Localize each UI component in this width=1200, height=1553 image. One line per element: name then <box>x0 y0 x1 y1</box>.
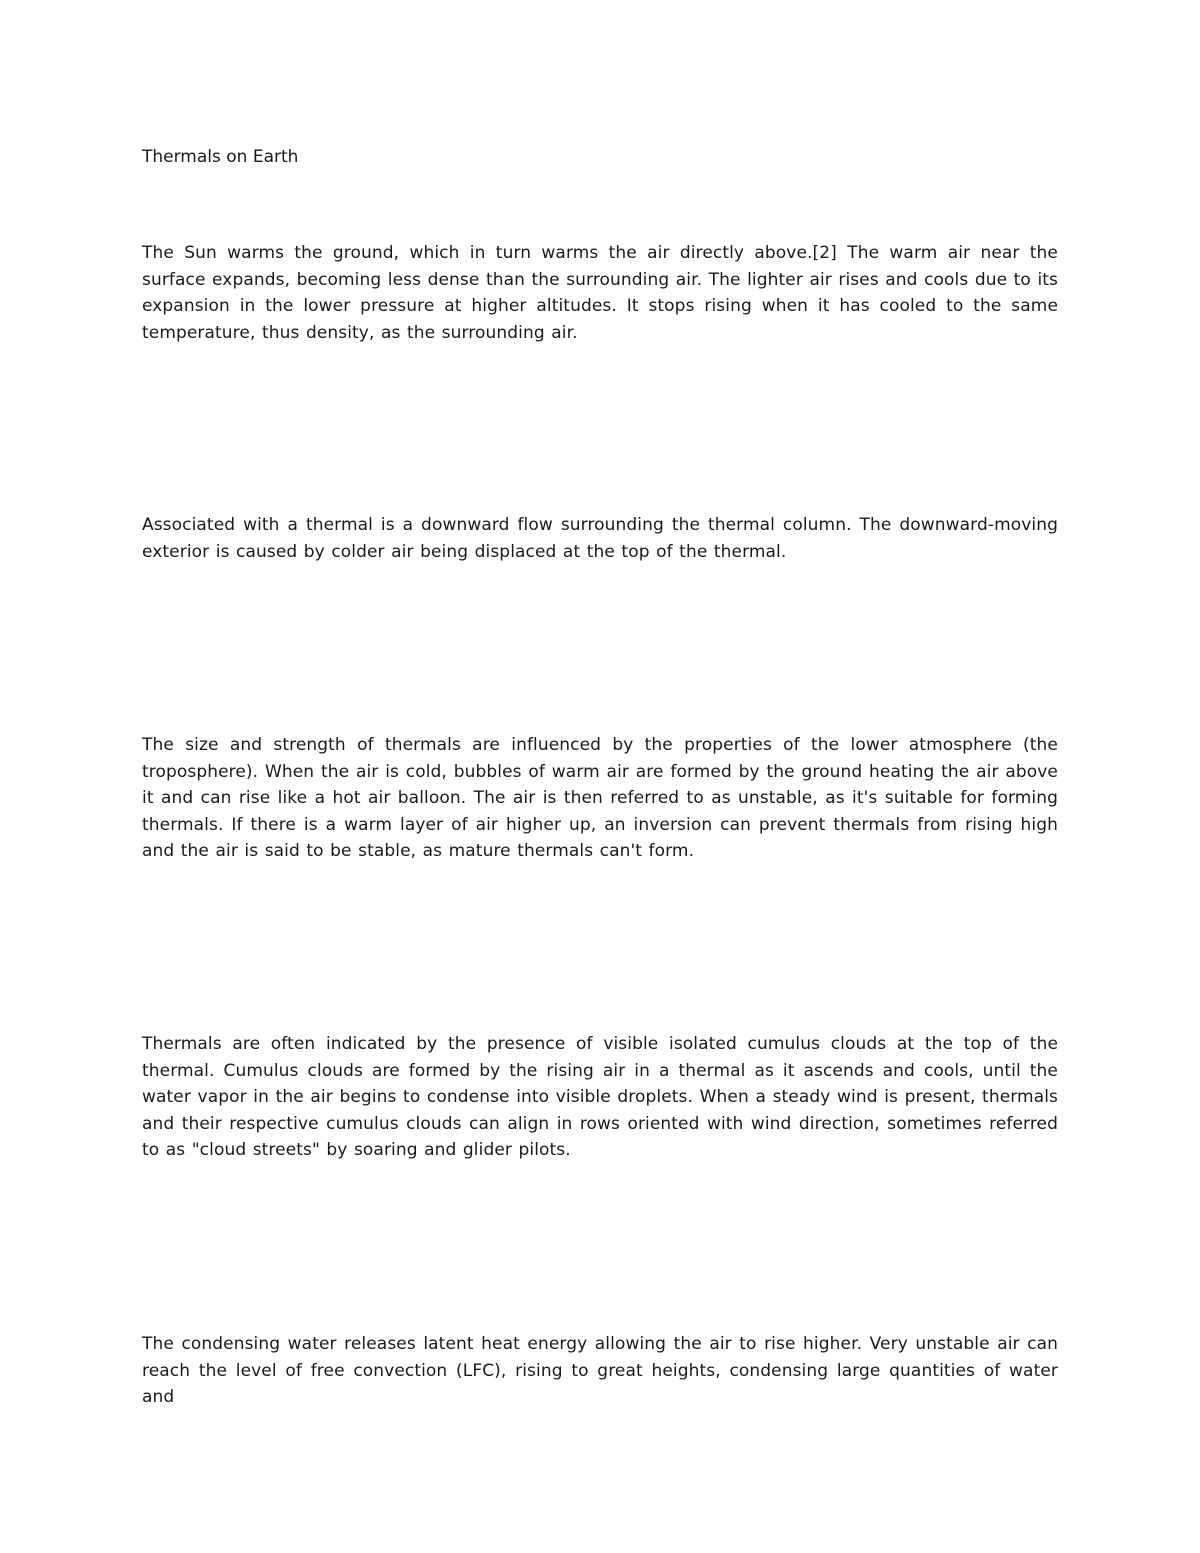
paragraph-downward-flow: Associated with a thermal is a downward flow surrounding the thermal column. The downward-moving exterior is caused by colder air being displaced at the top of the thermal. <box>142 515 1058 562</box>
document-title: Thermals on Earth <box>142 147 299 167</box>
paragraph-cumulus-clouds: Thermals are often indicated by the presence of visible isolated cumulus clouds at the top of the thermal. Cumulus clouds are formed by the rising air in a thermal as it ascends and cools, until the water vapor in the air begins to condense into visible droplets. When a steady wind is present, thermals and their respective cumulus clouds can align in rows oriented with wind direction, sometimes referred to as "cloud streets" by soaring and glider pilots. <box>142 1034 1058 1160</box>
paragraph-size-and-strength: The size and strength of thermals are influenced by the properties of the lower atmosphere (the troposphere). When the air is cold, bubbles of warm air are formed by the ground heating the air above it and can rise like a hot air balloon. The air is then referred to as unstable, as it's suitable for forming thermals. If there is a warm layer of air higher up, an inversion can prevent thermals from rising high and the air is said to be stable, as mature thermals can't form. <box>142 735 1058 861</box>
paragraph-condensing-water: The condensing water releases latent heat energy allowing the air to rise higher. Very unstable air can reach the level of free convection (LFC), rising to great heights, condensing large quantities of water and <box>142 1334 1058 1407</box>
paragraph-sun-warms-ground: The Sun warms the ground, which in turn warms the air directly above.[2] The warm air near the surface expands, becoming less dense than the surrounding air. The lighter air rises and cools due to its expansion in the lower pressure at higher altitudes. It stops rising when it has cooled to the same temperature, thus density, as the surrounding air. <box>142 243 1058 343</box>
